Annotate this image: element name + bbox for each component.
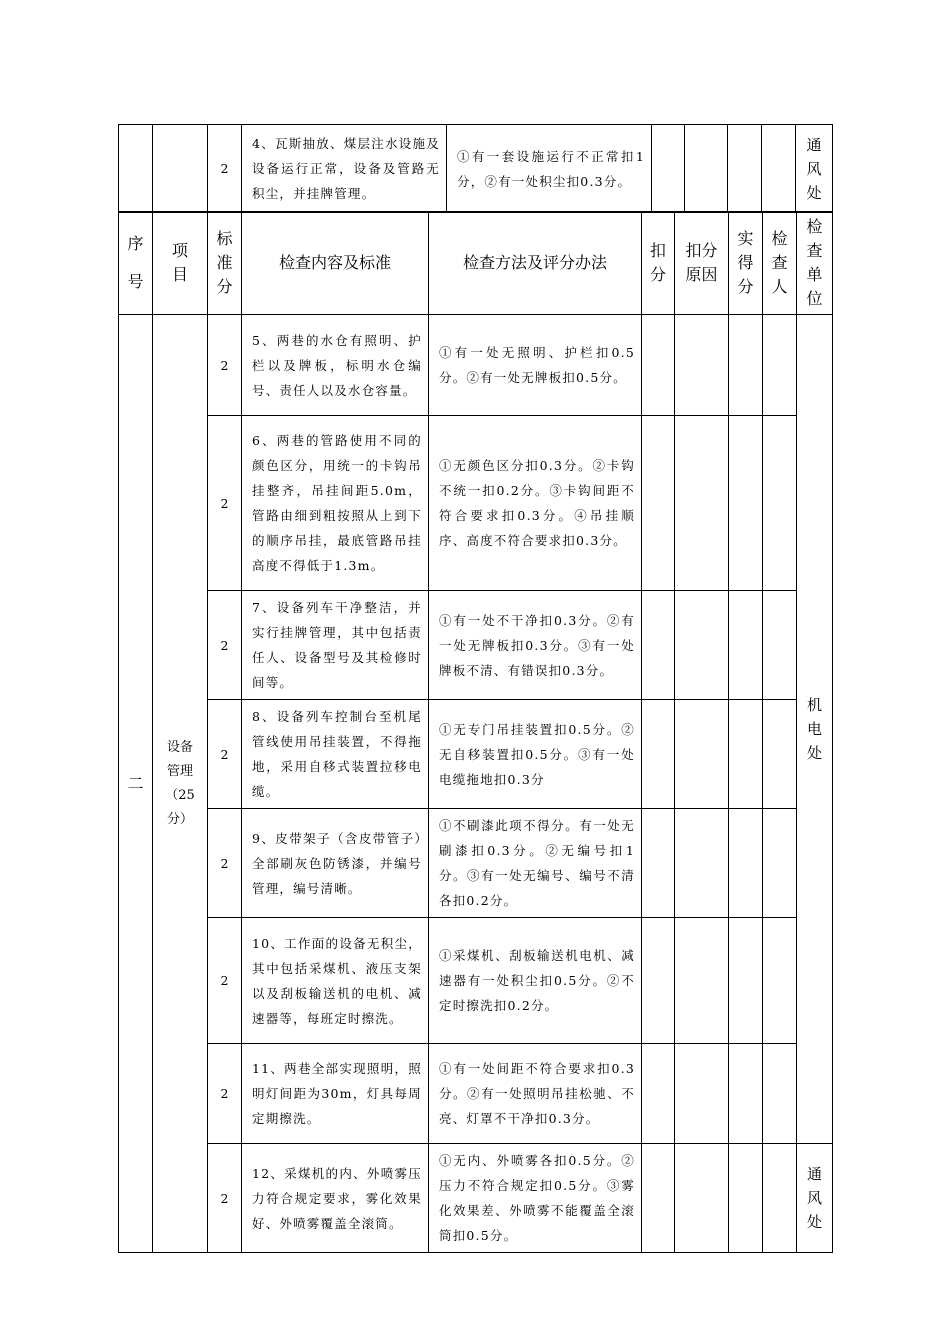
- table-row: [119, 1044, 833, 1144]
- section-item: 设备 管理 （25 分）: [153, 315, 208, 1253]
- row-deduct: [642, 1144, 675, 1253]
- row-content: 10、工作面的设备无积尘，其中包括采煤机、液压支架以及刮板输送机的电机、减速器等，每班定时擦洗。: [242, 918, 429, 1044]
- top-row: [119, 125, 833, 213]
- row-inspector: [763, 1044, 797, 1144]
- header-inspector: 检 查 人: [763, 212, 797, 315]
- row-method: ①有一处不干净扣0.3分。②有一处无牌板扣0.3分。③有一处牌板不清、有错误扣0.3分。: [429, 591, 642, 700]
- row-inspector: [763, 315, 797, 416]
- row-content: 6、两巷的管路使用不同的颜色区分，用统一的卡钩吊挂整齐，吊挂间距5.0m，管路由细到粗按照从上到下的顺序吊挂，最底管路吊挂高度不得低于1.3m。: [242, 416, 429, 591]
- row-deduct: [642, 416, 675, 591]
- header-actual-score: 实 得 分: [729, 212, 763, 315]
- row-score: 2: [208, 1144, 242, 1253]
- top-inspector-cell: [762, 125, 796, 213]
- table-row: [119, 700, 833, 809]
- row-score: 2: [208, 918, 242, 1044]
- row-actual: [729, 315, 763, 416]
- top-row-table: [118, 124, 833, 213]
- row-method: ①不刷漆此项不得分。有一处无刷漆扣0.3分。②无编号扣1分。③有一处无编号、编号不清各扣0.2分。: [429, 809, 642, 918]
- row-content: 9、皮带架子（含皮带管子）全部刷灰色防锈漆，并编号管理，编号清晰。: [242, 809, 429, 918]
- row-score: 2: [208, 315, 242, 416]
- row-deduct: [642, 315, 675, 416]
- row-reason: [675, 1044, 729, 1144]
- row-reason: [675, 918, 729, 1044]
- header-seq: 序 号: [119, 212, 153, 315]
- row-actual: [729, 1044, 763, 1144]
- row-deduct: [642, 700, 675, 809]
- row-deduct: [642, 591, 675, 700]
- unit-ventilation: 通 风 处: [797, 1144, 833, 1253]
- row-actual: [729, 591, 763, 700]
- row-actual: [729, 1144, 763, 1253]
- row-deduct: [642, 1044, 675, 1144]
- row-actual: [729, 700, 763, 809]
- row-content: 7、设备列车干净整洁，并实行挂牌管理，其中包括责任人、设备型号及其检修时间等。: [242, 591, 429, 700]
- section-seq: 二: [119, 315, 153, 1253]
- row-score: 2: [208, 1044, 242, 1144]
- row-deduct: [642, 918, 675, 1044]
- header-item: 项 目: [153, 212, 208, 315]
- top-item-cell: [153, 125, 208, 213]
- row-inspector: [763, 809, 797, 918]
- row-actual: [729, 918, 763, 1044]
- top-deduct-cell: [652, 125, 685, 213]
- row-reason: [675, 591, 729, 700]
- row-method: ①采煤机、刮板输送机电机、减速器有一处积尘扣0.5分。②不定时擦洗扣0.2分。: [429, 918, 642, 1044]
- row-method: ①有一处无照明、护栏扣0.5分。②有一处无牌板扣0.5分。: [429, 315, 642, 416]
- header-method: 检查方法及评分办法: [429, 212, 642, 315]
- unit-electromech: 机 电 处: [797, 315, 833, 1144]
- header-content: 检查内容及标准: [242, 212, 429, 315]
- table-row: [119, 591, 833, 700]
- row-score: 2: [208, 700, 242, 809]
- header-row: [119, 212, 833, 315]
- top-actual-cell: [728, 125, 762, 213]
- header-deduct-reason: 扣分 原因: [675, 212, 729, 315]
- row-inspector: [763, 700, 797, 809]
- row-inspector: [763, 416, 797, 591]
- header-deduct: 扣 分: [642, 212, 675, 315]
- row-content: 8、设备列车控制台至机尾管线使用吊挂装置，不得拖地，采用自移式装置拉移电缆。: [242, 700, 429, 809]
- row-reason: [675, 416, 729, 591]
- row-inspector: [763, 918, 797, 1044]
- header-unit: 检 查 单 位: [797, 212, 833, 315]
- row-reason: [675, 1144, 729, 1253]
- top-method: ①有一套设施运行不正常扣1分，②有一处积尘扣0.3分。: [447, 125, 652, 213]
- row-score: 2: [208, 591, 242, 700]
- top-content: 4、瓦斯抽放、煤层注水设施及设备运行正常，设备及管路无积尘，并挂牌管理。: [242, 125, 447, 213]
- row-score: 2: [208, 809, 242, 918]
- row-score: 2: [208, 416, 242, 591]
- main-table: [118, 211, 833, 1253]
- row-reason: [675, 700, 729, 809]
- table-row: [119, 315, 833, 416]
- row-method: ①无内、外喷雾各扣0.5分。②压力不符合规定扣0.5分。③雾化效果差、外喷雾不能覆盖全滚筒扣0.5分。: [429, 1144, 642, 1253]
- table-row: [119, 809, 833, 918]
- row-inspector: [763, 1144, 797, 1253]
- row-actual: [729, 416, 763, 591]
- row-content: 12、采煤机的内、外喷雾压力符合规定要求，雾化效果好、外喷雾覆盖全滚筒。: [242, 1144, 429, 1253]
- row-method: ①无专门吊挂装置扣0.5分。②无自移装置扣0.5分。③有一处电缆拖地扣0.3分: [429, 700, 642, 809]
- row-reason: [675, 809, 729, 918]
- table-row: [119, 918, 833, 1044]
- row-reason: [675, 315, 729, 416]
- row-actual: [729, 809, 763, 918]
- header-std-score: 标 准 分: [208, 212, 242, 315]
- row-content: 5、两巷的水仓有照明、护栏以及牌板，标明水仓编号、责任人以及水仓容量。: [242, 315, 429, 416]
- table-row: [119, 1144, 833, 1253]
- top-reason-cell: [685, 125, 728, 213]
- row-method: ①无颜色区分扣0.3分。②卡钩不统一扣0.2分。③卡钩间距不符合要求扣0.3分。④吊挂顺序、高度不符合要求扣0.3分。: [429, 416, 642, 591]
- top-seq-cell: [119, 125, 153, 213]
- row-inspector: [763, 591, 797, 700]
- row-method: ①有一处间距不符合要求扣0.3分。②有一处照明吊挂松驰、不亮、灯罩不干净扣0.3分。: [429, 1044, 642, 1144]
- top-unit: 通 风 处: [796, 125, 833, 213]
- top-score: 2: [208, 125, 242, 213]
- row-deduct: [642, 809, 675, 918]
- row-content: 11、两巷全部实现照明，照明灯间距为30m，灯具每周定期擦洗。: [242, 1044, 429, 1144]
- table-row: [119, 416, 833, 591]
